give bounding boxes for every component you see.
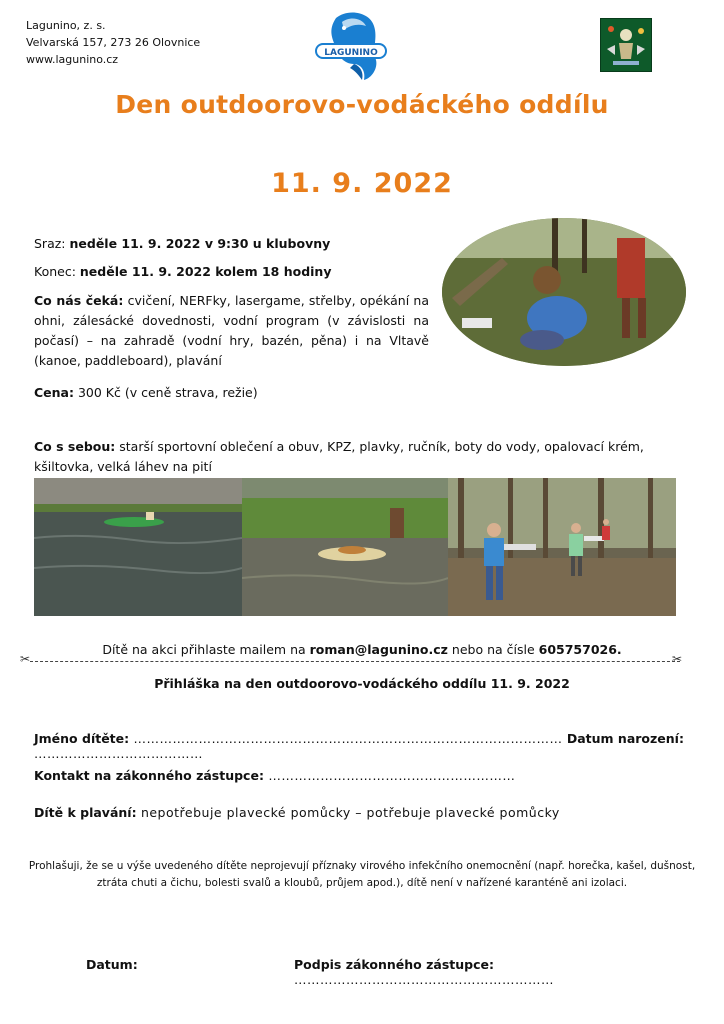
signup-prefix: Dítě na akci přihlaste mailem na bbox=[102, 642, 306, 657]
org-address: Velvarská 157, 273 26 Olovnice bbox=[26, 36, 201, 49]
podpis-field[interactable]: …………………………………………………… bbox=[294, 972, 554, 987]
river-photo-1 bbox=[34, 478, 242, 616]
podpis-label: Podpis zákonného zástupce: bbox=[294, 957, 494, 972]
form-title: Přihláška na den outdoorovo-vodáckého oddílu 11. 9. 2022 bbox=[154, 676, 570, 691]
sebou-value: starší sportovní oblečení a obuv, KPZ, plavky, ručník, boty do vody, opalovací krém, kšiltovka, velká láhev na pití bbox=[34, 439, 644, 474]
cena-value: 300 Kč (v ceně strava, režie) bbox=[77, 385, 258, 400]
sebou-paragraph bbox=[34, 437, 694, 477]
river-photo-2 bbox=[242, 478, 448, 616]
konec-label: Konec: bbox=[34, 264, 76, 279]
forest-photo bbox=[448, 478, 676, 616]
cut-line bbox=[30, 661, 680, 662]
ceka-value: cvičení, NERFky, lasergame, střelby, opékání na ohni, zálesácké dovednosti, vodní program (v závislosti na počasí) – na zahradě (vodní hry, bazén, pěna) i na Vltavě (kanoe, paddleboard), plavání bbox=[34, 293, 429, 368]
sebou-label: Co s sebou: bbox=[34, 439, 116, 454]
sraz-label: Sraz: bbox=[34, 236, 66, 251]
kontakt-field[interactable]: ………………………………………………… bbox=[268, 768, 516, 783]
sraz-value: neděle 11. 9. 2022 v 9:30 u klubovny bbox=[69, 236, 331, 251]
program-paragraph bbox=[34, 291, 429, 371]
org-name: Lagunino, z. s. bbox=[26, 19, 106, 32]
sraz-line bbox=[34, 234, 429, 254]
podpis-row bbox=[294, 957, 724, 987]
signup-phone[interactable]: 605757026 bbox=[538, 642, 617, 657]
jmeno-label: Jméno dítěte: bbox=[34, 731, 130, 746]
plavani-label: Dítě k plavání: bbox=[34, 805, 137, 820]
declaration-text: Prohlašuji, že se u výše uvedeného dítěte neprojevují příznaky virového infekčního onemocnění (např. horečka, kašel, dušnost, ztráta chuti a čichu, bolesti svalů a kloubů, průjem apod.), dítě není v nařízené karanténě ani izolaci. bbox=[28, 860, 696, 889]
signup-middle: nebo na čísle bbox=[451, 642, 535, 657]
cena-label: Cena: bbox=[34, 385, 74, 400]
scissors-icon-right: ✂ bbox=[672, 652, 683, 666]
cena-line bbox=[34, 383, 429, 403]
narozeni-field[interactable]: ………………………………… bbox=[34, 746, 203, 761]
plavani-options[interactable]: nepotřebuje plavecké pomůcky – potřebuje plavecké pomůcky bbox=[140, 805, 560, 820]
kontakt-label: Kontakt na zákonného zástupce: bbox=[34, 768, 264, 783]
event-date: 11. 9. 2022 bbox=[271, 168, 453, 199]
lagunino-logo bbox=[314, 8, 388, 82]
konec-value: neděle 11. 9. 2022 kolem 18 hodiny bbox=[79, 264, 332, 279]
org-address-block bbox=[26, 17, 200, 68]
page-title: Den outdoorovo-vodáckého oddílu bbox=[115, 90, 609, 119]
org-web[interactable]: www.lagunino.cz bbox=[26, 53, 119, 66]
kontakt-row bbox=[34, 768, 515, 783]
scissors-icon: ✂ bbox=[20, 652, 31, 666]
signup-email[interactable]: roman@lagunino.cz bbox=[309, 642, 448, 657]
ceka-label: Co nás čeká: bbox=[34, 293, 124, 308]
konec-line bbox=[34, 262, 429, 282]
kids-outdoor-photo bbox=[442, 218, 686, 366]
club-crest-image bbox=[600, 18, 652, 72]
narozeni-label: Datum narození: bbox=[566, 731, 684, 746]
datum-label: Datum: bbox=[86, 957, 138, 972]
plavani-row bbox=[34, 805, 560, 820]
jmeno-row bbox=[34, 731, 694, 761]
jmeno-field[interactable]: ……………………………………………………………………………………… bbox=[133, 731, 563, 746]
signup-suffix: . bbox=[616, 642, 622, 657]
signup-line bbox=[0, 642, 724, 657]
logo-text: LAGUNINO bbox=[324, 48, 378, 58]
